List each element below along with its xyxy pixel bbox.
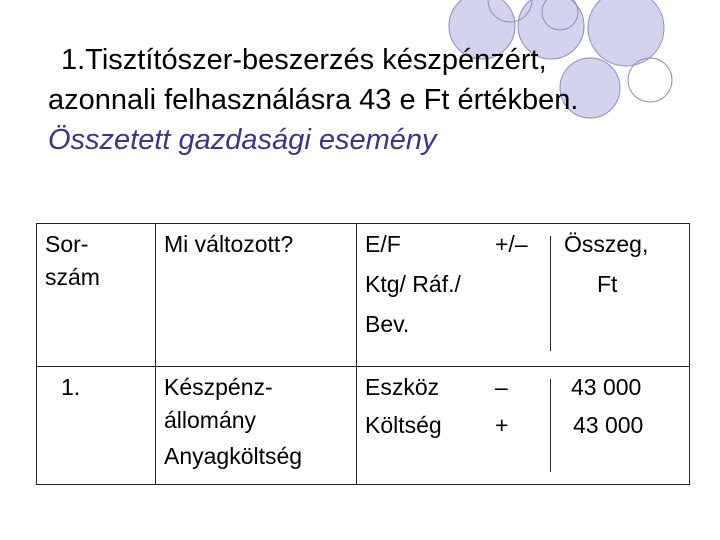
title-line-1: 1.Tisztítószer-beszerzés készpénzért, xyxy=(61,44,547,76)
row-sign-1: – xyxy=(495,374,508,400)
column-divider xyxy=(550,379,551,472)
transaction-table xyxy=(36,223,690,485)
row-ef-1: Eszköz xyxy=(365,374,440,400)
header-osszeg-line1: Összeg, xyxy=(564,231,649,257)
header-ktg: Ktg/ Ráf./ xyxy=(365,271,461,297)
title-line-2: azonnali felhasználásra 43 e Ft értékben. xyxy=(48,84,579,116)
table-header-row xyxy=(37,224,690,367)
header-sorszam-line2: szám xyxy=(45,264,100,290)
header-plusminus: +/– xyxy=(495,231,528,257)
header-sorszam-line1: Sor- xyxy=(45,231,89,257)
row-item-line3: Anyagköltség xyxy=(164,443,303,469)
header-ef: E/F xyxy=(365,231,401,257)
row-sorszam: 1. xyxy=(61,374,81,400)
header-mi-valtozott-cell xyxy=(156,224,357,367)
row-item-line1: Készpénz- xyxy=(164,374,273,400)
header-bev: Bev. xyxy=(365,311,410,337)
header-sorszam-cell xyxy=(37,224,156,367)
row-ef-cell xyxy=(357,367,690,485)
column-divider xyxy=(550,236,551,351)
row-sorszam-cell xyxy=(37,367,156,485)
row-amount-1: 43 000 xyxy=(571,374,642,400)
row-ef-2: Költség xyxy=(365,412,442,438)
row-sign-2: + xyxy=(495,412,509,438)
row-amount-2: 43 000 xyxy=(573,412,644,438)
row-item-cell xyxy=(156,367,357,485)
header-osszeg-line2: Ft xyxy=(597,271,618,297)
row-item-line2: állomány xyxy=(164,407,257,433)
title-subtitle: Összetett gazdasági esemény xyxy=(48,124,437,156)
table-row xyxy=(37,367,690,485)
header-mi-valtozott: Mi változott? xyxy=(164,231,294,257)
slide-title xyxy=(48,40,708,160)
header-ef-cell xyxy=(357,224,690,367)
